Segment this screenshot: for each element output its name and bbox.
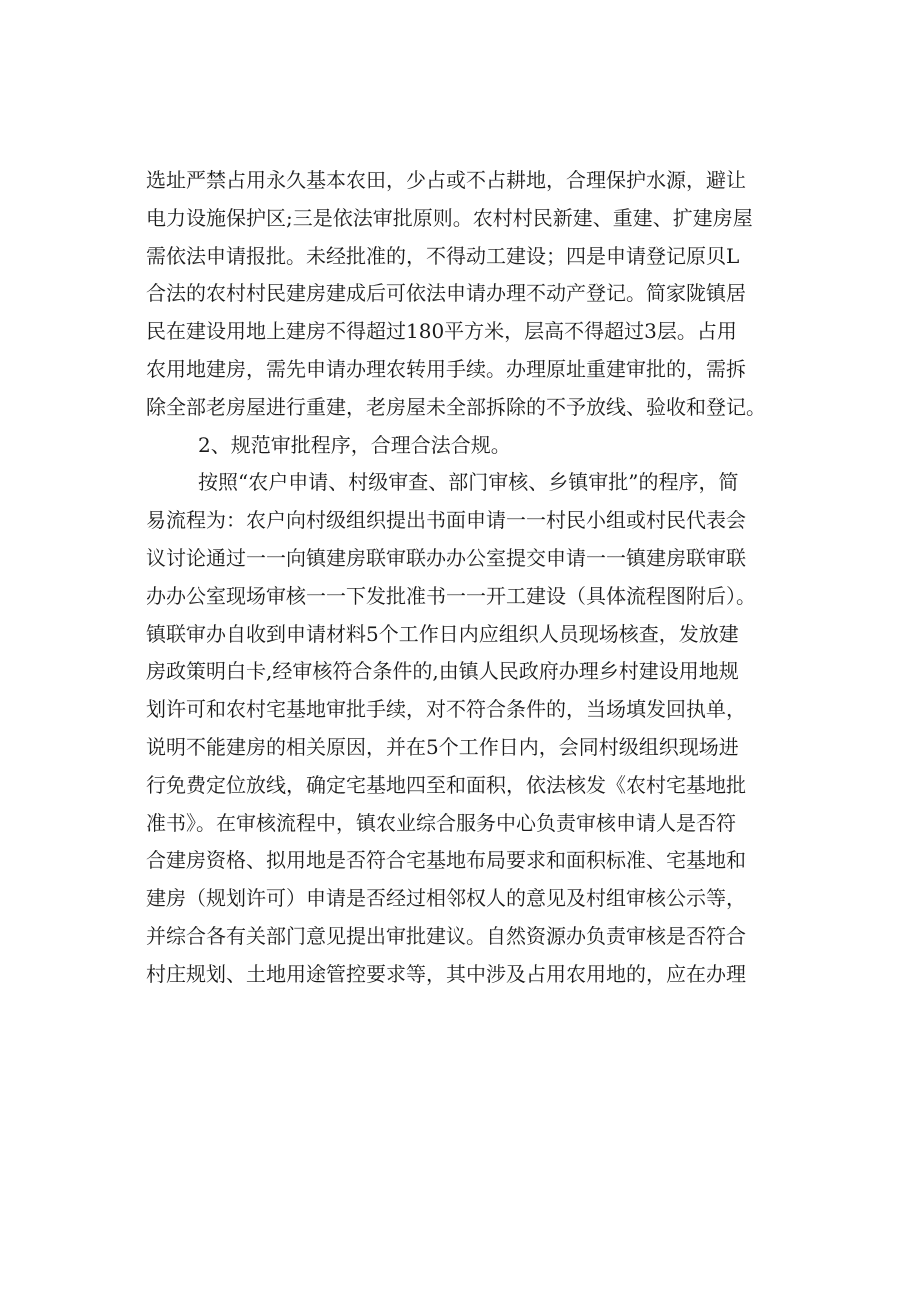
- document-body: [146, 162, 806, 994]
- text-line: 合法的农村村民建房建成后可依法申请办理不动产登记。简家陇镇居: [146, 281, 746, 306]
- text-line: 说明不能建房的相关原因，并在5个工作日内，会同村级组织现场进: [146, 734, 739, 759]
- text-line: 准书》。在审核流程中，镇农业综合服务中心负责审核申请人是否符: [146, 810, 736, 835]
- text-line: 房政策明白卡,经审核符合条件的,由镇人民政府办理乡村建设用地规: [146, 659, 739, 684]
- text-line: 易流程为：农户向村级组织提出书面申请一一村民小组或村民代表会: [146, 508, 746, 533]
- text-line: 议讨论通过一一向镇建房联审联办办公室提交申请一一镇建房联审联: [146, 545, 746, 570]
- text-line: 合建房资格、拟用地是否符合宅基地布局要求和面积标准、宅基地和: [146, 848, 746, 873]
- text-line: 村庄规划、土地用途管控要求等，其中涉及占用农用地的，应在办理: [146, 961, 746, 986]
- text-line: 并综合各有关部门意见提出审批建议。自然资源办负责审核是否符合: [146, 923, 746, 948]
- text-line: 办办公室现场审核一一下发批准书一一开工建设（具体流程图附后）。: [146, 583, 756, 608]
- text-line: 电力设施保护区;三是依法审批原则。农村村民新建、重建、扩建房屋: [146, 205, 753, 230]
- text-line: 2、规范审批程序，合理合法合规。: [198, 432, 511, 457]
- text-line: 划许可和农村宅基地审批手续，对不符合条件的，当场填发回执单，: [146, 697, 746, 722]
- text-line: 按照“农户申请、村级审查、部门审核、乡镇审批”的程序，简: [198, 470, 739, 495]
- text-line: 农用地建房，需先申请办理农转用手续。办理原址重建审批的，需拆: [146, 356, 746, 381]
- text-line: 镇联审办自收到申请材料5个工作日内应组织人员现场核查，发放建: [146, 621, 739, 646]
- text-line: 除全部老房屋进行重建，老房屋未全部拆除的不予放线、验收和登记。: [146, 394, 766, 419]
- text-line: 建房（规划许可）申请是否经过相邻权人的意见及村组审核公示等，: [146, 886, 746, 911]
- text-line: 需依法申请报批。未经批准的，不得动工建设；四是申请登记原贝L: [146, 243, 740, 268]
- text-line: 选址严禁占用永久基本农田，少占或不占耕地，合理保护水源，避让: [146, 168, 746, 192]
- text-line: 行免费定位放线，确定宅基地四至和面积，依法核发《农村宅基地批: [146, 772, 746, 797]
- text-line: 民在建设用地上建房不得超过180平方米，层高不得超过3层。占用: [146, 319, 737, 344]
